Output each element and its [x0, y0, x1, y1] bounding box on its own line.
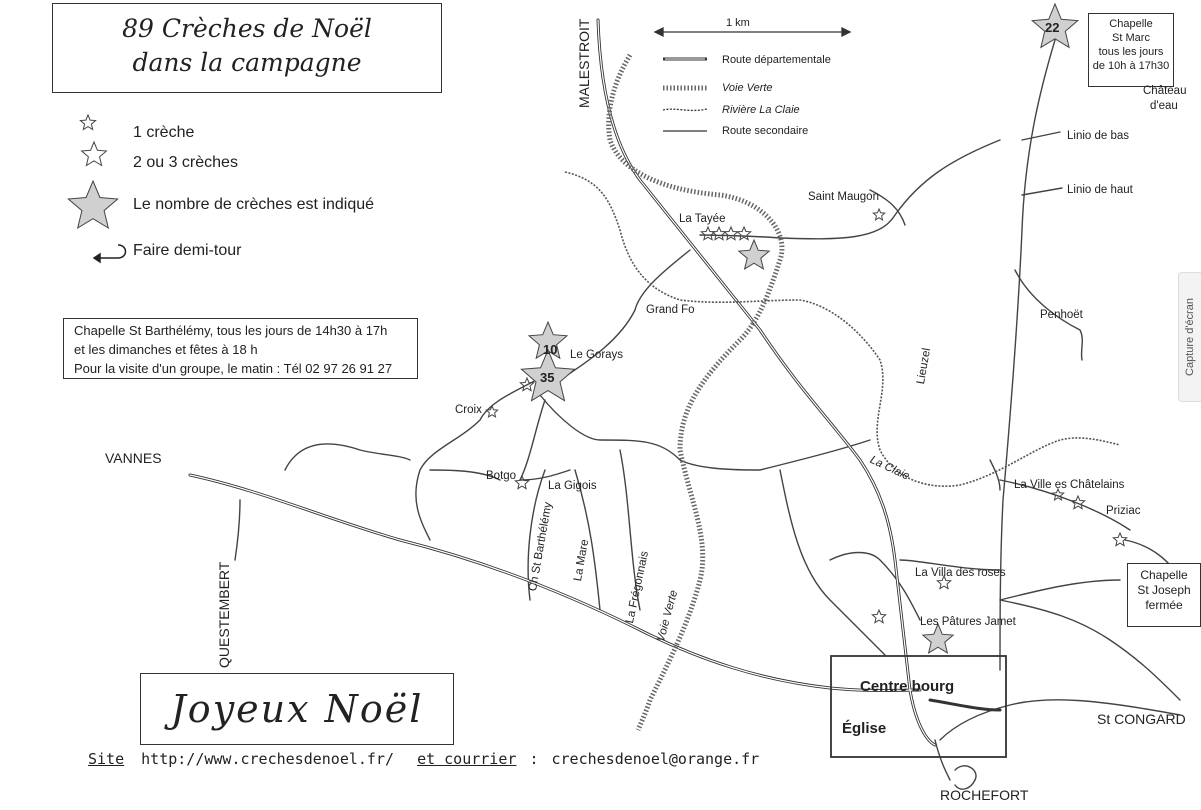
star-la-ville-es-chatelains-b: [1071, 496, 1084, 509]
place-priziac: Priziac: [1106, 505, 1141, 517]
place-la-gigois: La Gigois: [548, 480, 597, 492]
star-count-le-gorays: 10: [543, 342, 558, 357]
screenshot-side-tab[interactable]: [1178, 272, 1201, 402]
place-saint-maugon: Saint Maugon: [808, 191, 879, 203]
legend-small-star-icon: [80, 115, 95, 130]
star-croix: [486, 406, 497, 417]
place-vannes: VANNES: [105, 450, 162, 466]
place-st-congard: St CONGARD: [1097, 711, 1186, 727]
legend-uturn: Faire demi-tour: [133, 242, 242, 259]
place-lieuzel: Lieuzel: [915, 347, 934, 386]
star-centre-north: [872, 610, 885, 623]
star-la-tayee-0: [701, 227, 714, 240]
chapelle-st-marc-box: [1088, 13, 1174, 87]
title-line-2: dans la campagne: [132, 48, 362, 77]
legend-many-creches: Le nombre de crèches est indiqué: [133, 196, 375, 213]
star-la-tayee-large: [739, 240, 769, 269]
st-marc-line-2: St Marc: [1112, 32, 1150, 44]
place-grand-fo: Grand Fo: [646, 304, 695, 316]
place-botgo: Botgo: [486, 470, 517, 482]
uturn-legend-icon: [94, 245, 126, 262]
place-malestroit: MALESTROIT: [576, 18, 592, 108]
place-linio-de-haut: Linio de haut: [1067, 184, 1133, 196]
st-joseph-line-3: fermée: [1145, 598, 1183, 612]
legend-route-secondaire: Route secondaire: [722, 125, 809, 137]
title-line-1: 89 Crèches de Noël: [122, 14, 372, 43]
star-la-tayee-3: [737, 227, 750, 240]
place-penhoet: Penhoët: [1040, 309, 1083, 321]
place-la-mare: La Mare: [572, 538, 592, 583]
place-la-ville-es-chatelains: La Ville es Châtelains: [1014, 479, 1125, 491]
place-questembert: QUESTEMBERT: [216, 561, 232, 668]
st-marc-line-4: de 10h à 17h30: [1092, 60, 1170, 72]
scale-label: 1 km: [726, 17, 750, 29]
site-url-link[interactable]: http://www.crechesdenoel.fr/: [141, 750, 395, 768]
star-count-croix-area: 35: [540, 370, 555, 385]
place-linio-de-bas: Linio de bas: [1067, 130, 1130, 142]
star-saint-maugon: [873, 209, 884, 220]
greeting-box: [140, 673, 454, 745]
st-joseph-line-2: St Joseph: [1137, 583, 1191, 597]
place-ch-st-barthelemy: Ch St Barthélémy: [527, 501, 555, 593]
place-rochefort: ROCHEFORT: [940, 787, 1029, 803]
legend-voie-verte: Voie Verte: [722, 82, 773, 94]
chapelle-st-joseph-box: [1127, 563, 1201, 627]
info-line-1: Chapelle St Barthélémy, tous les jours de 14h30 à 17h: [74, 323, 388, 338]
chapelle-st-barthelemy-info: [63, 318, 418, 379]
place-croix: Croix: [455, 404, 482, 416]
greeting-text: Joyeux Noël: [170, 687, 424, 731]
star-la-tayee-2: [724, 227, 737, 240]
place-chateau-eau-1: Château: [1143, 85, 1187, 97]
place-le-gorays: Le Gorays: [570, 349, 624, 361]
centre-bourg-frame: [831, 656, 1006, 757]
place-les-patures-jamet: Les Pâtures Jamet: [920, 616, 1016, 628]
legend-route-departementale: Route départementale: [722, 54, 831, 66]
legend-large-star-icon: [68, 181, 117, 228]
place-la-fregonnais: La Frégonnais: [624, 550, 652, 625]
info-line-2: et les dimanches et fêtes à 18 h: [74, 342, 258, 357]
st-marc-line-3: tous les jours: [1098, 46, 1164, 58]
title-box: [52, 3, 442, 93]
st-joseph-line-1: Chapelle: [1140, 568, 1188, 582]
info-line-3: Pour la visite d'un groupe, le matin : Tél 02 97 26 91 27: [74, 361, 393, 376]
place-chateau-eau-2: d'eau: [1150, 100, 1178, 112]
departmental-roads-inner: [190, 20, 935, 745]
mail-label: et courrier: [417, 750, 517, 768]
mail-link[interactable]: crechesdenoel@orange.fr: [551, 750, 760, 768]
legend-medium-star-icon: [82, 142, 107, 166]
star-les-patures-jamet: [923, 624, 953, 653]
place-voie-verte: Voie Verte: [655, 588, 681, 644]
st-marc-line-1: Chapelle: [1109, 18, 1153, 30]
star-count-st-marc: 22: [1045, 20, 1060, 35]
eglise-label: Église: [842, 720, 887, 737]
place-la-claie: La Claie: [867, 454, 912, 483]
star-botgo: [515, 476, 528, 489]
legend-riviere: Rivière La Claie: [722, 104, 800, 116]
centre-bourg-label: Centre bourg: [860, 678, 955, 695]
departmental-roads: [190, 20, 1000, 745]
footer: [88, 750, 759, 768]
star-priziac: [1113, 533, 1126, 546]
place-la-villa-des-roses: La Villa des roses: [915, 567, 1006, 579]
mail-separator: :: [529, 750, 539, 768]
legend-few-creches: 2 ou 3 crèches: [133, 154, 238, 171]
place-la-tayee: La Tayée: [679, 213, 726, 225]
star-la-tayee-1: [712, 227, 725, 240]
site-label: Site: [88, 750, 125, 768]
legend-one-creche: 1 crèche: [133, 124, 195, 141]
side-tab-label: Capture d'écran: [1184, 298, 1196, 376]
